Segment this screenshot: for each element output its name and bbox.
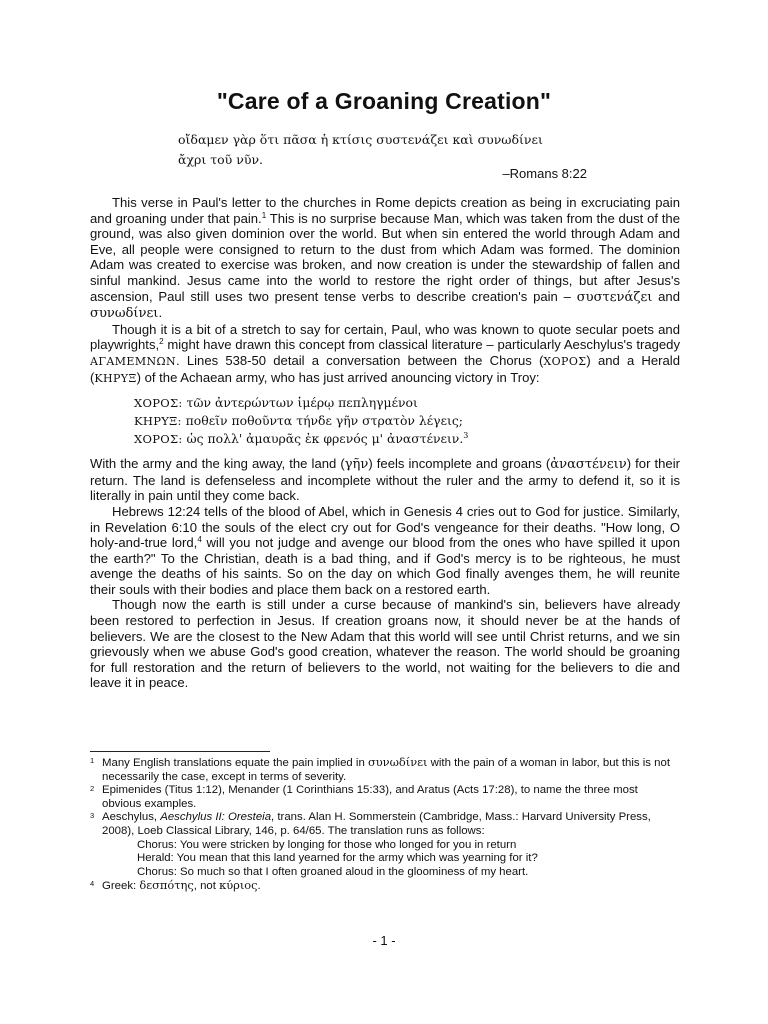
- footnote-text: Epimenides (Titus 1:12), Menander (1 Corinthians 15:33), and Aratus (Acts 17:28), to name the three most obvious examples.: [102, 784, 638, 810]
- page-number: - 1 -: [372, 933, 396, 948]
- paragraph-3-text-b: ) feels incomplete and groans (: [368, 456, 551, 472]
- paragraph-2-text-e: ) of the Achaean army, who has just arrived anouncing victory in Troy:: [136, 369, 540, 385]
- footnote-text: with the pain of a woman in labor, but this is not necessarily the case, except in terms of severity.: [102, 757, 670, 783]
- greek-chorus-label: ΧΟΡΟΣ: [543, 354, 587, 368]
- footnote-text: .: [257, 880, 261, 893]
- book-title: Aeschylus II: Oresteia: [160, 811, 272, 824]
- footnote-4: [90, 879, 680, 894]
- footnote-ref-2[interactable]: 2: [159, 337, 164, 347]
- greek-word-gen: γῆν: [344, 457, 369, 473]
- epigraph-reference: –Romans 8:22: [502, 166, 587, 181]
- verse-text: ὡς πολλ' ἀμαυρᾶς ἐκ φρενός μ' ἀναστένειν.: [182, 431, 464, 447]
- paragraph-1-and: and: [652, 288, 680, 304]
- footnote-text: Aeschylus,: [102, 811, 161, 824]
- verse-speaker: ΧΟΡΟΣ:: [134, 396, 183, 411]
- greek-word-synodinei: συνωδίνει: [90, 306, 159, 322]
- greek-verse-block: [134, 394, 680, 448]
- footnote-number: 4: [90, 879, 95, 889]
- verse-speaker: ΚΗΡΥΞ:: [134, 414, 182, 429]
- paragraph-1-text-a: This verse in Paul's letter to the churches in Rome depicts creation as being in excruciating pain and groaning under that pain.: [90, 195, 680, 226]
- footnotes: [90, 756, 680, 894]
- verse-text: τῶν ἀντερώντων ἱμέρῳ πεπληγμένοι: [182, 395, 418, 411]
- paragraph-4: [90, 504, 680, 598]
- footnote-divider: [90, 751, 270, 752]
- paragraph-2-text-d: ) and a Herald (: [90, 352, 680, 385]
- verse-line: [134, 394, 680, 412]
- footnote-number: 3: [90, 811, 95, 821]
- translation-line: Chorus: So much so that I often groaned aloud in the gloominess of my heart.: [137, 865, 529, 878]
- paragraph-3: [90, 456, 680, 504]
- footnote-2: [90, 784, 680, 811]
- footnote-1: [90, 756, 680, 784]
- verse-line: [134, 430, 680, 448]
- epigraph-line-1: οἴδαμεν γὰρ ὅτι πᾶσα ἡ κτίσις συστενάζει καὶ συνωδίνει: [178, 132, 543, 147]
- greek-word-anastenein: ἀναστένειν: [550, 457, 627, 473]
- footnote-text: Many English translations equate the pain implied in: [102, 757, 368, 769]
- page-title: "Care of a Groaning Creation": [216, 88, 552, 114]
- footnote-text: , not: [193, 880, 220, 893]
- paragraph-2: [90, 322, 680, 386]
- play-title-agamemnon: ΑΓΑΜΕΜΝΩΝ: [90, 354, 177, 368]
- translation-line: Chorus: You were stricken by longing for those who longed for you in return: [137, 838, 517, 851]
- footnote-ref-3[interactable]: 3: [463, 431, 469, 441]
- footnote-text: Greek:: [102, 880, 140, 893]
- greek-word-synodinei: συνωδίνει: [367, 755, 428, 769]
- paragraph-4-text-a: Hebrews 12:24 tells of the blood of Abel, which in Genesis 4 cries out to God for justice. Similarly, in Revelation 6:10 the souls of the elect cry out for God's vengeance for their deaths. "How long, O holy-and-true lord,: [90, 503, 680, 551]
- paragraph-1: [90, 195, 680, 322]
- verse-line: [134, 412, 680, 430]
- footnote-text: , trans. Alan H. Sommerstein (Cambridge, Mass.: Harvard University Press, 2008), Loeb Classical Library, 146, p. 64/65. The translation runs as follows:: [102, 811, 651, 837]
- translation-line: Herald: You mean that this land yearned for the army which was yearning for it?: [137, 852, 538, 865]
- epigraph-greek: [178, 130, 608, 170]
- paragraph-3-text-a: With the army and the king away, the land (: [90, 456, 345, 472]
- epigraph-line-2: ἄχρι τοῦ νῦν.: [178, 152, 264, 167]
- paragraph-2-text-b: might have drawn this concept from classical literature – particularly Aeschylus's tragedy: [163, 337, 680, 353]
- footnote-ref-4[interactable]: 4: [197, 535, 202, 545]
- verse-text: ποθεῖν ποθοῦντα τήνδε γῆν στρατὸν λέγεις;: [181, 413, 463, 429]
- body-text: [90, 195, 680, 691]
- paragraph-5: Though now the earth is still under a curse because of mankind's sin, believers have already been restored to perfection in Jesus. If creation groans now, it should never be at the hands of believers. We are the closest to the New Adam that this world will see until Christ returns, and we sin grievously when we abuse God's good creation, whatever the reason. The world should be groaning for full restoration and the return of believers to the world, not waiting for the believers to die and leave it in peace.: [90, 597, 680, 691]
- paragraph-4-text-b: will you not judge and avenge our blood from the ones who have spilled it upon the earth?" To the Christian, death is a bad thing, and if God's mercy is to be righteous, he must avenge the deaths of his saints. So on the day on which God finally avenges them, he will reunite their souls with their bodies and place them back on a restored earth.: [90, 535, 680, 597]
- paragraph-1-text-b: This is no surprise because Man, which was taken from the dust of the ground, was also given dominion over the world. But when sin entered the world through Adam and Eve, all people were consigned to return to the dust from which Adam was formed. The dominion Adam was created to exercise was broken, and now creation is under the stewardship of fallen and sinful mankind. Jesus came into the world to restore the right order of things, but after Jesus's ascension, Paul still uses two present tense verbs to describe creation's pain –: [90, 210, 680, 304]
- footnote-ref-1[interactable]: 1: [261, 210, 267, 220]
- footnote-number: 2: [90, 784, 95, 794]
- greek-word-systenazei: συστενάζει: [576, 289, 653, 305]
- greek-herald-label: ΚΗΡΥΞ: [94, 371, 137, 385]
- paragraph-1-end: .: [158, 305, 163, 321]
- greek-word-despotes: δεσπότης: [139, 878, 194, 893]
- footnote-number: 1: [90, 756, 95, 765]
- paragraph-2-text-a: Though it is a bit of a stretch to say for certain, Paul, who was known to quote secular poets and playwrights,: [90, 321, 680, 353]
- paragraph-3-text-c: ) for their return. The land is defenseless and incomplete without the ruler and the army to defend it, so it is literally in pain until they come back.: [90, 456, 680, 504]
- paragraph-2-text-c: . Lines 538-50 detail a conversation between the Chorus (: [176, 352, 544, 368]
- greek-word-kyrios: κύριος: [219, 878, 258, 893]
- footnote-3: [90, 811, 680, 879]
- verse-speaker: ΧΟΡΟΣ:: [134, 432, 183, 447]
